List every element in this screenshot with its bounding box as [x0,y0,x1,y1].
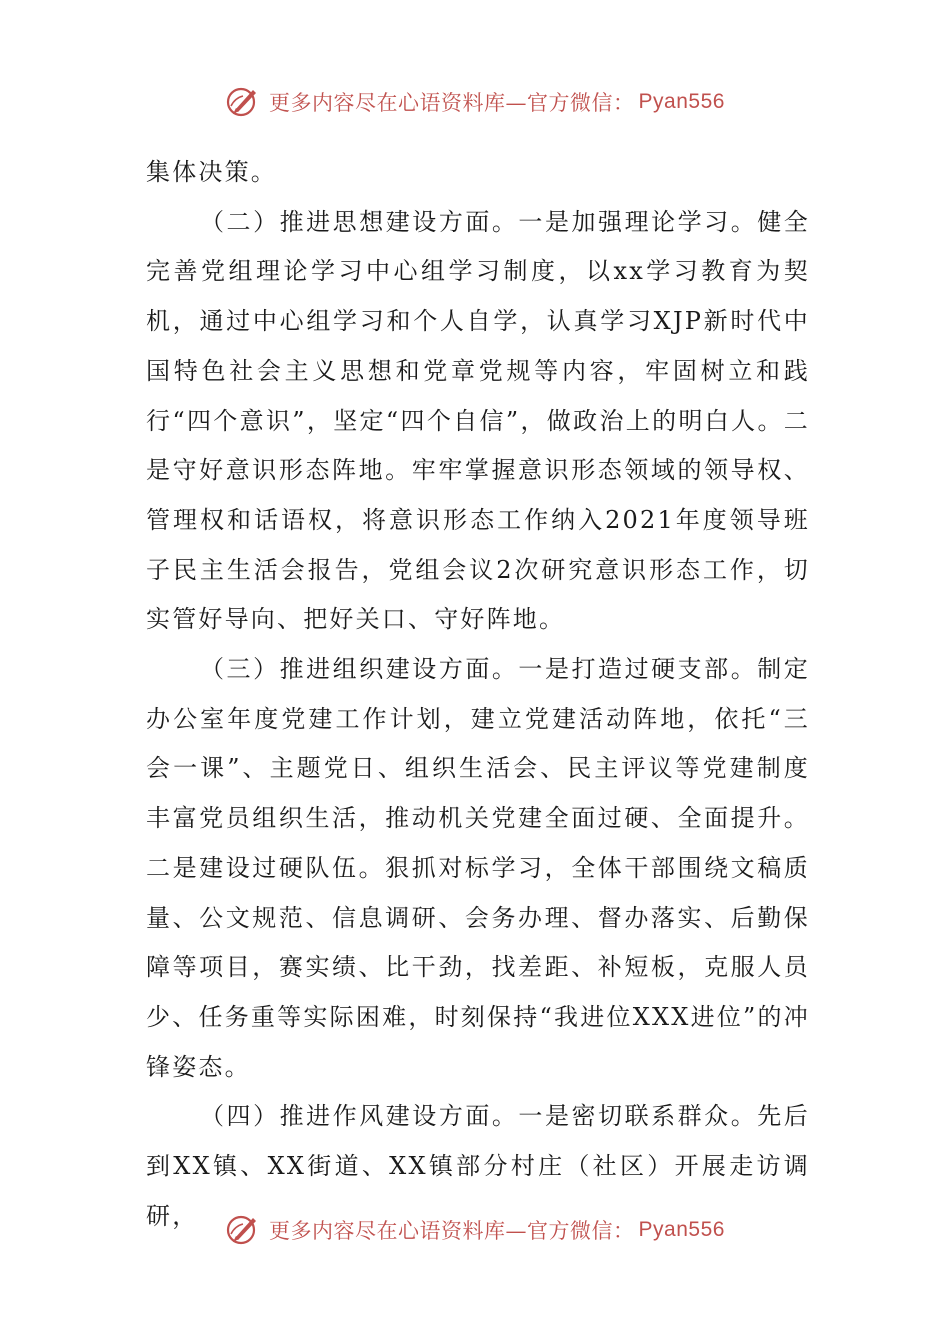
paragraph-ideological-building: （二）推进思想建设方面。一是加强理论学习。健全完善党组理论学习中心组学习制度，以xx学习教育为契机，通过中心组学习和个人自学，认真学习XJP新时代中国特色社会主义思想和党章党规等内容，牢固树立和践行“四个意识”，坚定“四个自信”，做政治上的明白人。二是守好意识形态阵地。牢牢掌握意识形态领域的领导权、管理权和话语权，将意识形态工作纳入2021年度领导班子民主生活会报告，党组会议2次研究意识形态工作，切实管好导向、把好关口、守好阵地。 [146,207,810,634]
header-banner [0,82,950,122]
footer-banner [0,1210,950,1250]
paragraph-organizational-building: （三）推进组织建设方面。一是打造过硬支部。制定办公室年度党建工作计划，建立党建活动阵地，依托“三会一课”、主题党日、组织生活会、民主评议等党建制度丰富党员组织生活，推动机关党建全面过硬、全面提升。二是建设过硬队伍。狠抓对标学习，全体干部围绕文稿质量、公文规范、信息调研、会务办理、督办落实、后勤保障等项目，赛实绩、比干劲，找差距、补短板，克服人员少、任务重等实际困难，时刻保持“我进位XXX进位”的冲锋姿态。 [146,655,810,1081]
quill-pen-logo-icon [225,1212,261,1248]
footer-banner-text: 更多内容尽在心语资料库—官方微信： [269,1219,635,1243]
quill-pen-logo-icon [225,84,261,120]
document-body [146,148,810,1241]
paragraph-continuation: 集体决策。 [146,158,277,186]
paragraph-work-style-building: （四）推进作风建设方面。一是密切联系群众。先后到XX镇、XX街道、XX镇部分村庄（社区）开展走访调研， [146,1102,810,1230]
header-banner-wechat-id: Pyan556 [638,90,725,113]
footer-banner-wechat-id: Pyan556 [638,1218,725,1241]
header-banner-text: 更多内容尽在心语资料库—官方微信： [269,91,635,115]
